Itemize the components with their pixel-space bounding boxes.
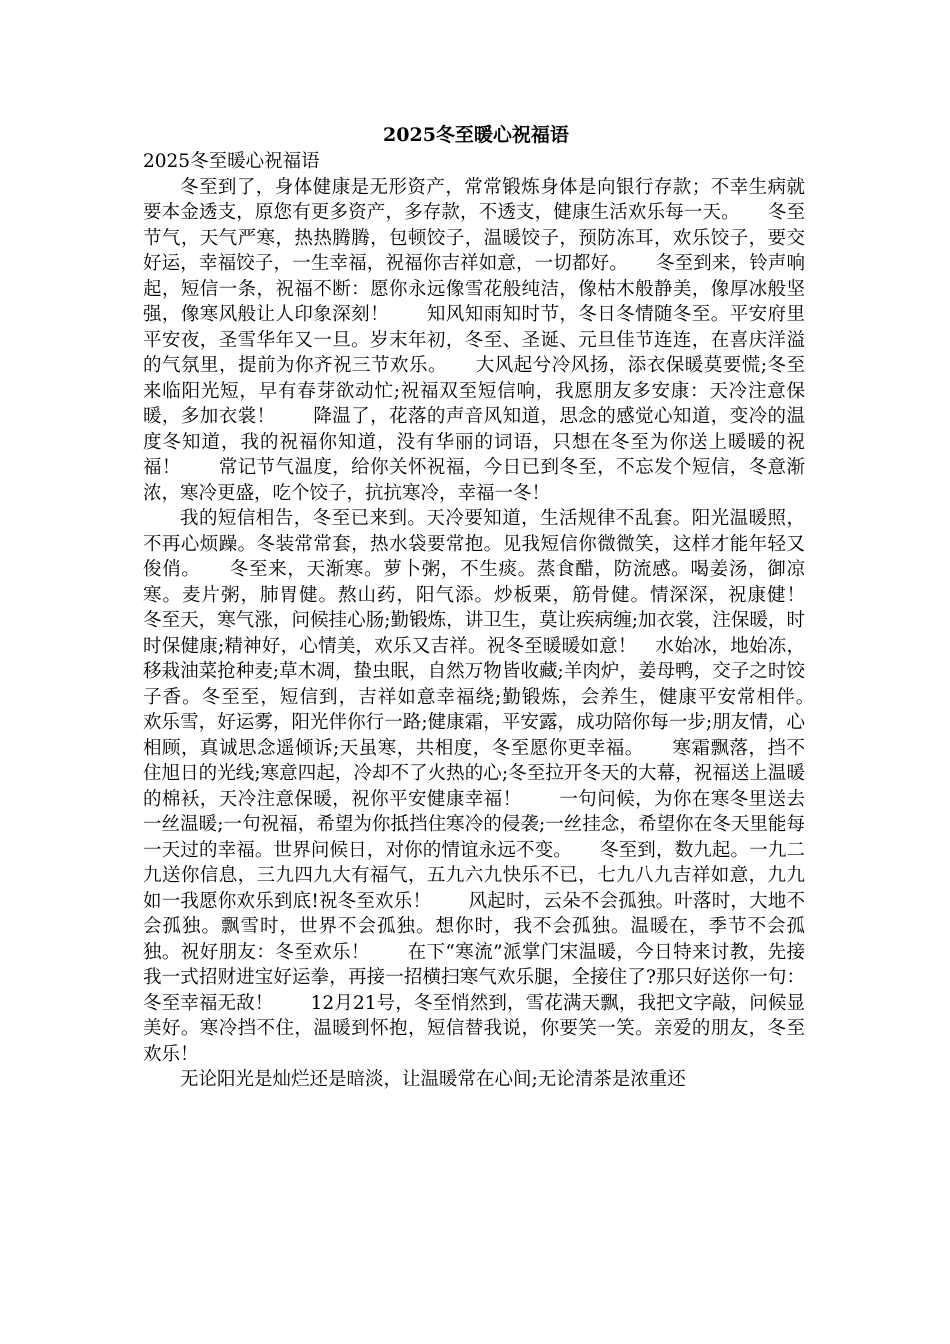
document-title: 2025冬至暖心祝福语 [383, 124, 569, 146]
paragraph: 我的短信相告，冬至已来到。天冷要知道，生活规律不乱套。阳光温暖照，不再心烦躁。冬装常常套，热水袋要常抱。见我短信你微微笑，这样才能年轻又俊俏。 冬至来，天渐寒。萝卜粥，不生痰。蒸食醋，防流感。喝姜汤，御凉寒。麦片粥，肺胃健。熬山药，阳气添。炒板栗，筋骨健。情深深，祝康健！ 冬至天，寒气涨，问候挂心肠;勤锻炼，讲卫生，莫让疾病缠;加衣裳，注保暖，时时保健康;精神好，心情美，欢乐又吉祥。祝冬至暖暖如意！ 水始冰，地始冻，移栽油菜抢种麦;草木凋，蛰虫眠，自然万物皆收藏;羊肉炉，姜母鸭，交子之时饺子香。冬至至，短信到，吉祥如意幸福绕;勤锻炼，会养生，健康平安常相伴。 欢乐雪，好运雾，阳光伴你行一路;健康霜，平安露，成功陪你每一步;朋友情，心相顾，真诚思念遥倾诉;天虽寒，共相度，冬至愿你更幸福。 寒霜飘落，挡不住旭日的光线;寒意四起，冷却不了火热的心;冬至拉开冬天的大幕，祝福送上温暖的棉袄，天冷注意保暖，祝你平安健康幸福！ 一句问候，为你在寒冬里送去一丝温暖;一句祝福，希望为你抵挡住寒冷的侵袭;一丝挂念，希望你在冬天里能每一天过的幸福。世界问候日，对你的情谊永远不变。 冬至到，数九起。一九二九送你信息，三九四九大有福气，五九六九快乐不已，七九八九吉祥如意，九九如一我愿你欢乐到底!祝冬至欢乐！ 风起时，云朵不会孤独。叶落时，大地不会孤独。飘雪时，世界不会孤独。想你时，我不会孤独。温暖在，季节不会孤独。祝好朋友：冬至欢乐！ 在下“寒流”派掌门宋温暖，今日特来讨教，先接我一式招财进宝好运拳，再接一招横扫寒气欢乐腿，全接住了?那只好送你一句：冬至幸福无敌！ 12月21号，冬至悄然到，雪花满天飘，我把文字敲，问候显美好。寒冷挡不住，温暖到怀抱，短信替我说，你要笑一笑。亲爱的朋友，冬至欢乐！ [143, 508, 843, 1065]
document-subtitle: 2025冬至暖心祝福语 [143, 151, 320, 172]
paragraph: 无论阳光是灿烂还是暗淡，让温暖常在心间;无论清茶是浓重还 [180, 1069, 686, 1090]
document-body [143, 122, 843, 1093]
paragraph: 冬至到了，身体健康是无形资产，常常锻炼身体是向银行存款；不幸生病就要本金透支，原您有更多资产，多存款，不透支，健康生活欢乐每一天。 冬至节气，天气严寒，热热腾腾，包顿饺子，温暖饺子，预防冻耳，欢乐饺子，要交好运，幸福饺子，一生幸福，祝福你吉祥如意，一切都好。 冬至到来，铃声响起，短信一条，祝福不断：愿你永远像雪花般纯洁，像枯木般静美，像厚冰般坚强，像寒风般让人印象深刻！ 知风知雨知时节，冬日冬情随冬至。平安府里平安夜，圣雪华年又一旦。岁末年初，冬至、圣诞、元旦佳节连连，在喜庆洋溢的气氛里，提前为你齐祝三节欢乐。 大风起兮冷风扬，添衣保暖莫要慌;冬至来临阳光短，早有春芽欲动忙;祝福双至短信响，我愿朋友多安康：天冷注意保暖，多加衣裳！ 降温了，花落的声音风知道，思念的感觉心知道，变冷的温度冬知道，我的祝福你知道，没有华丽的词语，只想在冬至为你送上暖暖的祝福！ 常记节气温度，给你关怀祝福，今日已到冬至，不忘发个短信，冬意渐浓，寒冷更盛，吃个饺子，抗抗寒冷，幸福一冬！ [143, 176, 805, 504]
